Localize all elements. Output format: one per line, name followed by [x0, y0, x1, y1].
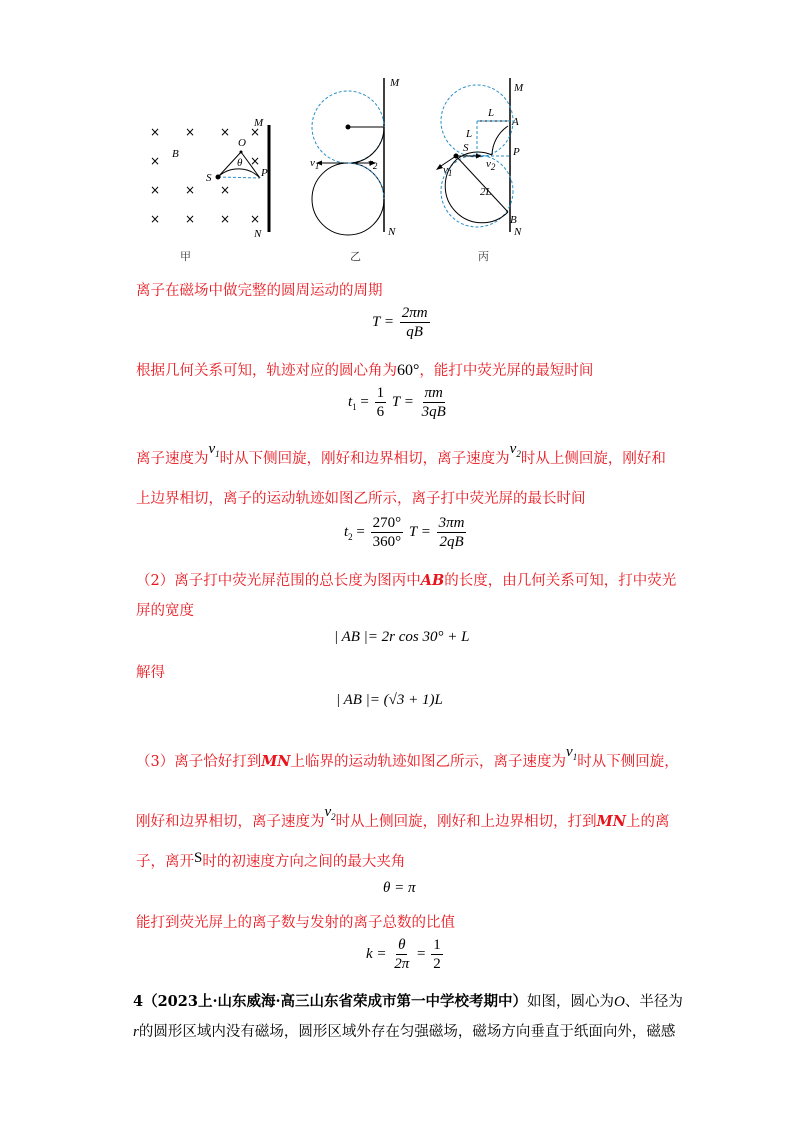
label-m-bing: M — [514, 82, 524, 94]
label-l-top-bing: L — [488, 107, 495, 119]
equation-ab-result: | AB |= (√3 + 1)L — [336, 692, 443, 708]
label-b-bing: B — [510, 214, 517, 226]
paragraph-solve: 解得 — [136, 665, 165, 681]
figure-panel — [130, 70, 550, 270]
label-m-yi: M — [390, 77, 400, 89]
cross-mark: × — [220, 212, 231, 226]
question-4-line1: 4（2023上·山东威海·高三山东省荣成市第一中学校考期中）如图，圆心为O、半径为 — [133, 993, 683, 1010]
label-v2-bing: $v_2$ — [486, 158, 496, 173]
label-m-jia: M — [254, 117, 264, 129]
label-o-jia: O — [238, 137, 246, 149]
label-v1-bing: $v_1$ — [443, 164, 453, 179]
equation-ab: | AB |= 2r cos 30° + L — [334, 629, 470, 645]
label-l-left-bing: L — [466, 128, 473, 140]
equation-period: T = $\frac{2\pi m}{qB}$ — [372, 305, 428, 340]
cross-mark: × — [150, 212, 161, 226]
label-s-bing: S — [463, 142, 469, 154]
lower-circle-solid-yi — [312, 163, 384, 235]
cross-mark: × — [150, 183, 161, 197]
label-2l-bing: 2L — [480, 186, 492, 198]
cross-mark: × — [250, 154, 261, 168]
paragraph-ratio: 能打到荧光屏上的离子数与发射的离子总数的比值 — [136, 915, 455, 931]
cross-mark: × — [185, 125, 196, 139]
question-4-line2: r的圆形区域内没有磁场，圆形区域外存在匀强磁场，磁场方向垂直于纸面向外，磁感 — [133, 1024, 676, 1040]
label-v1-yi: $v_1$ — [310, 157, 320, 172]
caption-bing: 丙 — [478, 250, 489, 263]
equation-theta: θ = π — [383, 880, 416, 896]
label-s-jia: S — [206, 172, 212, 184]
cross-mark: × — [185, 183, 196, 197]
equation-t2: $t_2$ = $\frac{270^\circ}{360^\circ}$ T = $\frac{3\pi m}{2qB}$ — [344, 515, 465, 550]
cross-mark: × — [220, 125, 231, 139]
paragraph-max-time: 上边界相切，离子的运动轨迹如图乙所示，离子打中荧光屏的最长时间 — [136, 491, 586, 507]
paragraph-velocity: 离子速度为$v_1$时从下侧回旋，刚好和边界相切，离子速度为$v_2$时从上侧回旋，刚好和 — [136, 441, 666, 467]
cross-mark: × — [220, 183, 231, 197]
caption-yi: 乙 — [350, 250, 361, 263]
cross-mark: × — [250, 212, 261, 226]
label-n-yi: N — [388, 226, 396, 238]
label-p-bing: P — [513, 146, 520, 158]
label-p-jia: P — [261, 167, 268, 179]
cross-mark: × — [150, 154, 161, 168]
cross-mark: × — [185, 212, 196, 226]
label-b-jia: B — [172, 148, 179, 160]
paragraph-period: 离子在磁场中做完整的圆周运动的周期 — [136, 283, 383, 299]
paragraph-screen-width: 屏的宽度 — [136, 603, 194, 619]
label-n-bing: N — [514, 226, 522, 238]
paragraph-tangent: 刚好和边界相切，离子速度为$v_2$时从上侧回旋，刚好和上边界相切，打到MN上的离 — [136, 804, 670, 830]
paragraph-max-angle: 子，离开S时的初速度方向之间的最大夹角 — [136, 850, 406, 870]
label-v2-yi: $v_2$ — [368, 157, 378, 172]
cross-mark: × — [150, 125, 161, 139]
caption-jia: 甲 — [180, 250, 191, 263]
dashed-chord-jia — [218, 177, 260, 178]
equation-t1: $t_1$ = $\frac{1}{6}$ T = $\frac{\pi m}{3qB}$ — [348, 385, 446, 420]
paragraph-min-time: 根据几何关系可知，轨迹对应的圆心角为60°，能打中荧光屏的最短时间 — [136, 362, 594, 379]
label-theta-jia: θ — [237, 157, 243, 169]
label-n-jia: N — [254, 228, 262, 240]
equation-k: k = $\frac{\theta}{2\pi}$ = $\frac{1}{2}$ — [366, 937, 441, 972]
diagram-jia — [216, 78, 514, 235]
paragraph-part2: （2）离子打中荧光屏范围的总长度为图丙中AB的长度，由几何关系可知，打中荧光 — [136, 572, 677, 589]
paragraph-part3: （3）离子恰好打到MN上临界的运动轨迹如图乙所示，离子速度为$v_1$时从下侧回旋， — [136, 744, 679, 770]
cross-mark: × — [250, 125, 261, 139]
label-a-bing: A — [512, 116, 519, 128]
